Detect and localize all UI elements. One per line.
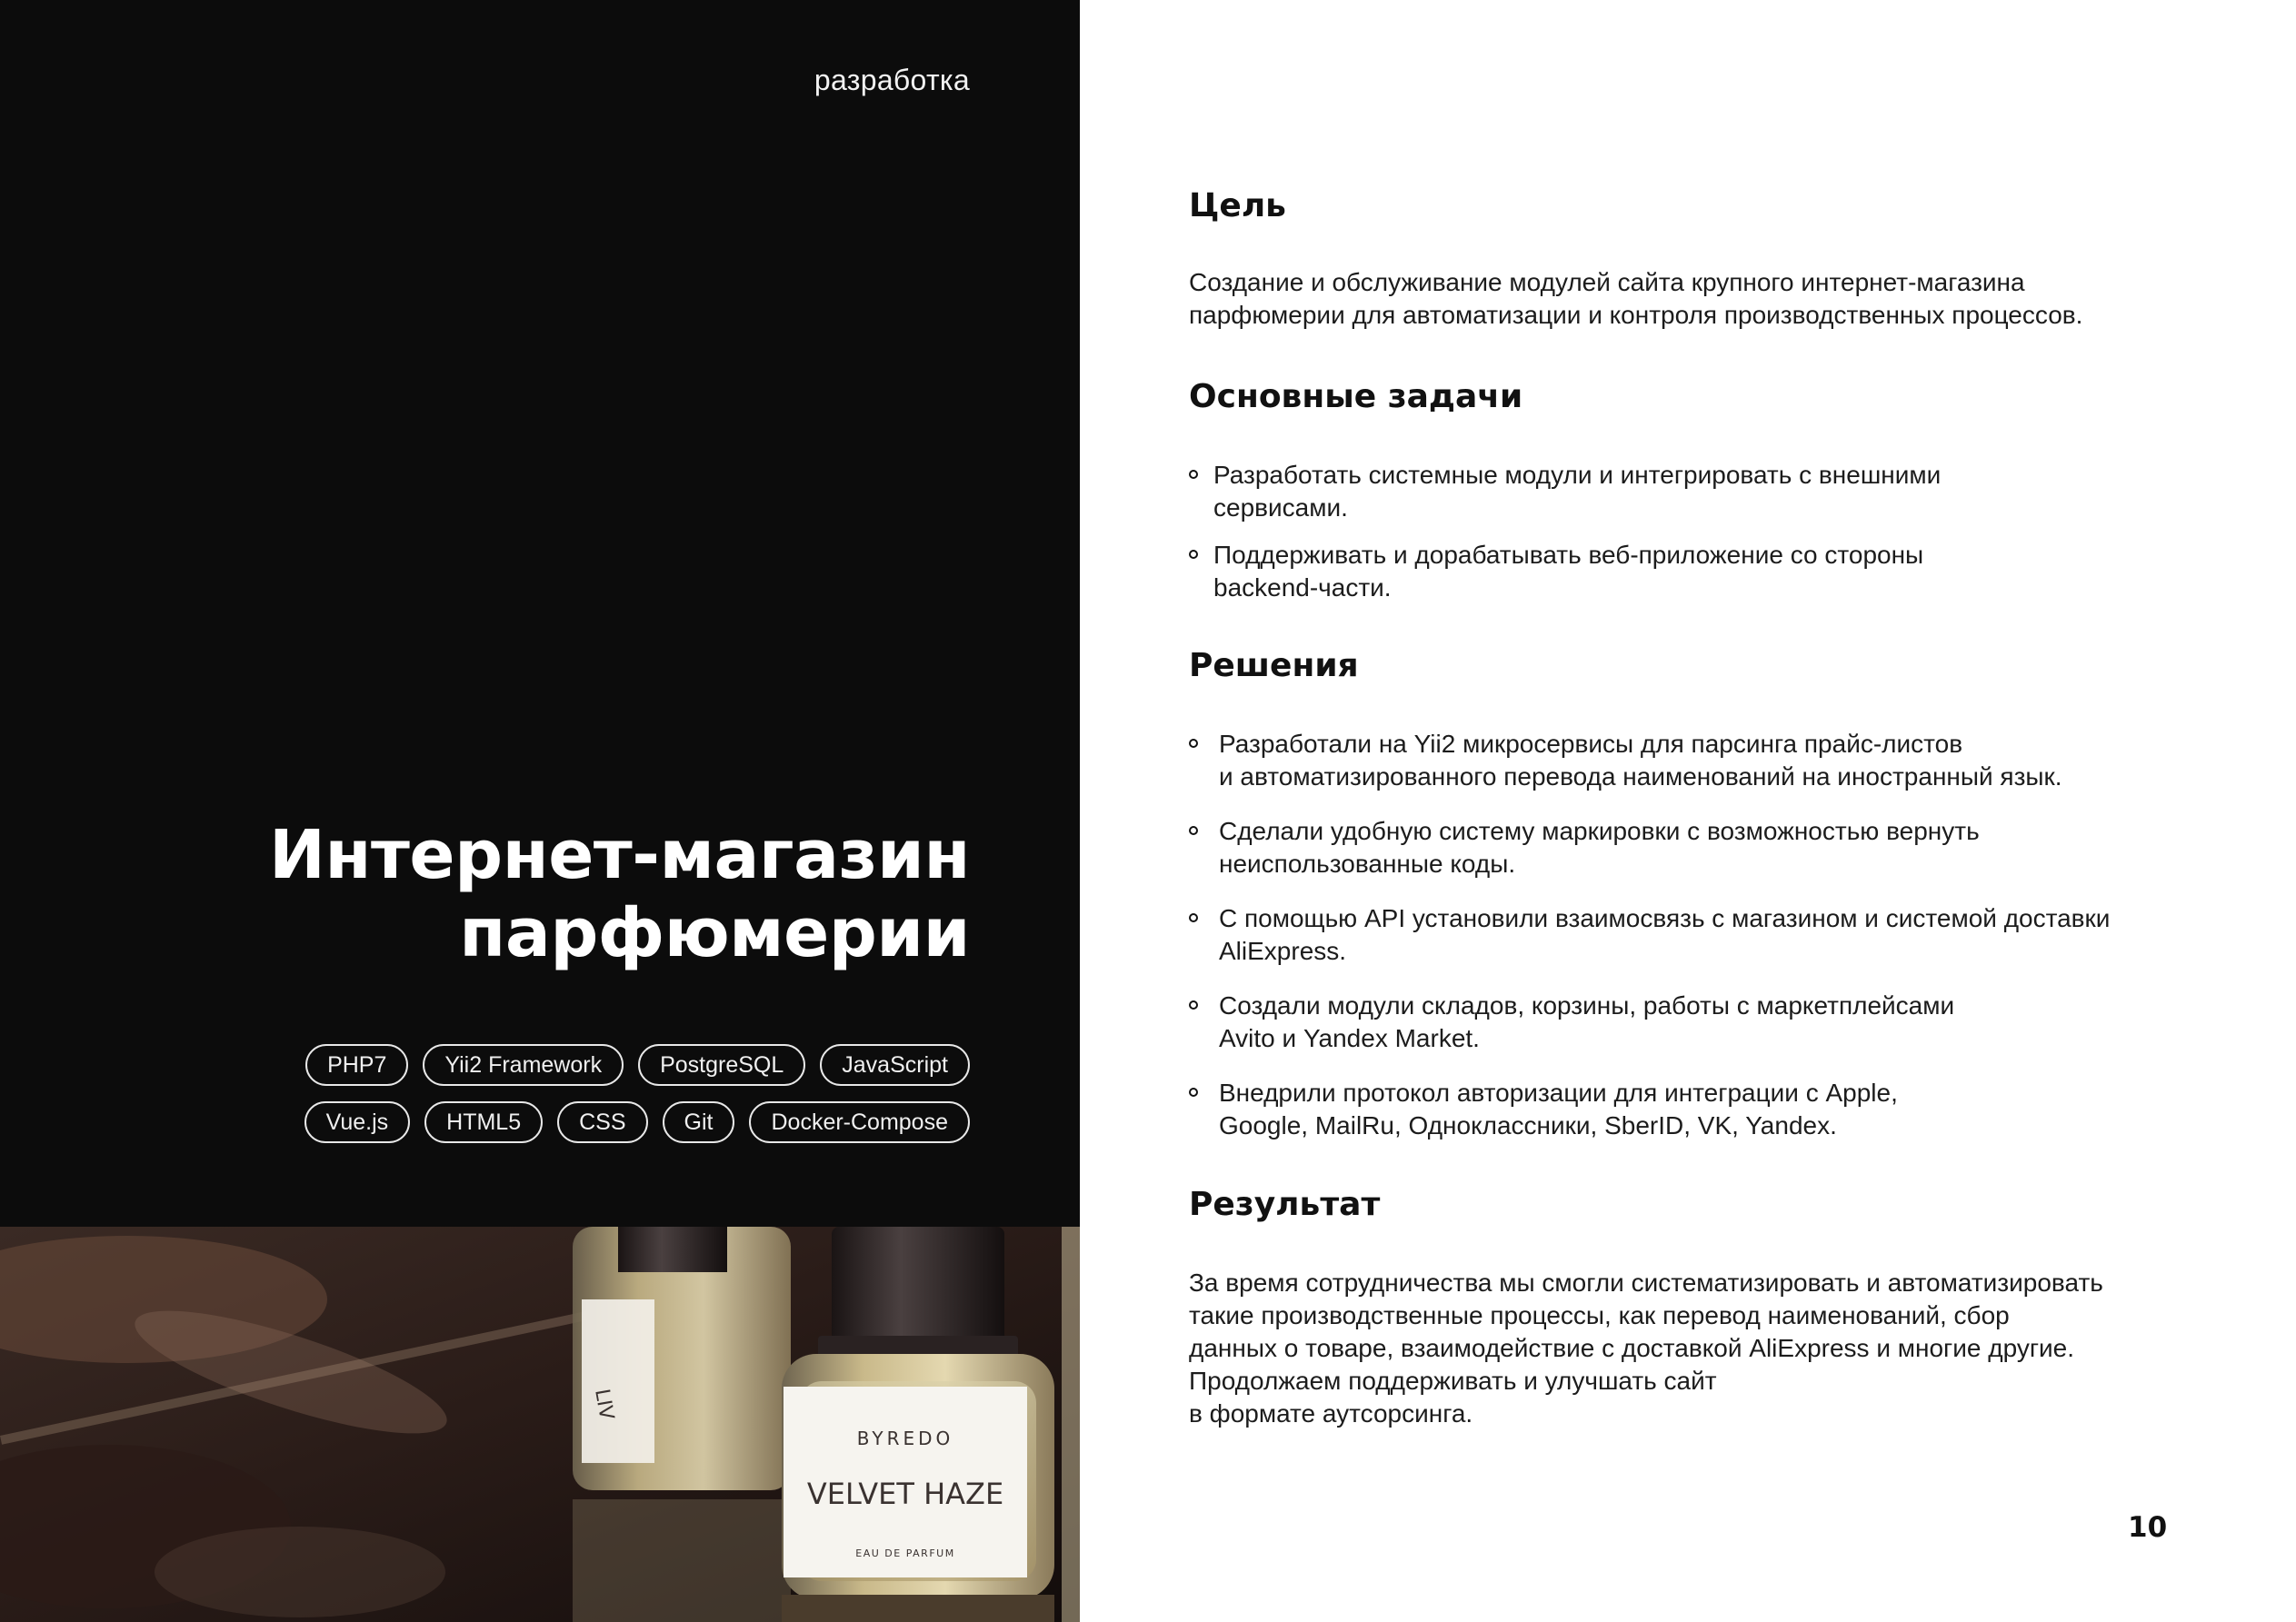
solutions-heading: Решения <box>1189 647 1359 684</box>
tech-tags-row-1 <box>61 1044 970 1086</box>
tech-tags-row-2 <box>61 1101 970 1143</box>
bullet-icon <box>1189 739 1198 748</box>
list-item <box>1189 815 2216 881</box>
tech-tag: Yii2 Framework <box>423 1044 624 1086</box>
tech-tag: Git <box>663 1101 735 1143</box>
bullet-icon <box>1189 913 1198 922</box>
bullet-icon <box>1189 550 1198 559</box>
result-text: За время сотрудничества мы смогли систематизировать и автоматизировать такие производственные процессы, как перевод наименований, сбор данных о товаре, взаимодействие с доставкой AliExpress и многие другие. Продолжаем поддерживать и улучшать сайт в формате аутсорсинга. <box>1189 1269 2103 1428</box>
solutions-list <box>1189 728 2216 1142</box>
goal-text: Создание и обслуживание модулей сайта крупного интернет-магазина парфюмерии для автоматизации и контроля производственных процессов. <box>1189 268 2083 329</box>
tasks-heading: Основные задачи <box>1189 378 1523 415</box>
back-bottle-label: LIV <box>590 1387 618 1422</box>
bullet-icon <box>1189 1000 1198 1010</box>
list-item-text: С помощью API установили взаимосвязь с магазином и системой доставки AliExpress. <box>1219 904 2111 965</box>
list-item <box>1189 728 2216 793</box>
label-product-name: VELVET HAZE <box>806 1477 1004 1511</box>
list-item <box>1189 1077 2216 1142</box>
project-title-line-1: Интернет-магазин <box>268 816 970 894</box>
list-item <box>1189 990 2216 1055</box>
list-item-text: Разработать системные модули и интегрировать с внешними сервисами. <box>1213 461 1942 522</box>
goal-heading: Цель <box>1189 187 1286 224</box>
bullet-icon <box>1189 1088 1198 1097</box>
perfume-photo <box>0 1227 1080 1622</box>
bullet-icon <box>1189 826 1198 835</box>
left-panel <box>0 0 1080 1227</box>
tech-tag: PostgreSQL <box>638 1044 805 1086</box>
list-item-text: Внедрили протокол авторизации для интеграции с Apple, Google, MailRu, Одноклассники, SberID, VK, Yandex. <box>1219 1079 1898 1139</box>
page-number: 10 <box>2128 1511 2168 1544</box>
list-item <box>1189 459 2216 524</box>
tech-tag: CSS <box>557 1101 647 1143</box>
project-title-line-2: парфюмерии <box>459 894 970 972</box>
bullet-icon <box>1189 470 1198 479</box>
result-heading: Результат <box>1189 1186 1381 1223</box>
project-title <box>61 816 970 972</box>
label-brand: BYREDO <box>856 1428 954 1449</box>
list-item-text: Разработали на Yii2 микросервисы для парсинга прайс-листов и автоматизированного перевода наименований на иностранный язык. <box>1219 730 2062 791</box>
label-subtitle: EAU DE PARFUM <box>855 1547 955 1559</box>
tech-tag: Vue.js <box>304 1101 411 1143</box>
list-item-text: Создали модули складов, корзины, работы с маркетплейсами Avito и Yandex Market. <box>1219 991 1955 1052</box>
category-label: разработка <box>814 64 970 96</box>
list-item <box>1189 902 2216 968</box>
tech-tag: Docker-Compose <box>749 1101 970 1143</box>
tech-tag: PHP7 <box>305 1044 408 1086</box>
list-item-text: Поддерживать и дорабатывать веб-приложение со стороны backend-части. <box>1213 541 1924 602</box>
tech-tag: JavaScript <box>820 1044 970 1086</box>
tech-tag: HTML5 <box>424 1101 543 1143</box>
list-item-text: Сделали удобную систему маркировки с возможностью вернуть неиспользованные коды. <box>1219 817 1980 878</box>
tasks-list <box>1189 459 2216 604</box>
list-item <box>1189 539 2216 604</box>
